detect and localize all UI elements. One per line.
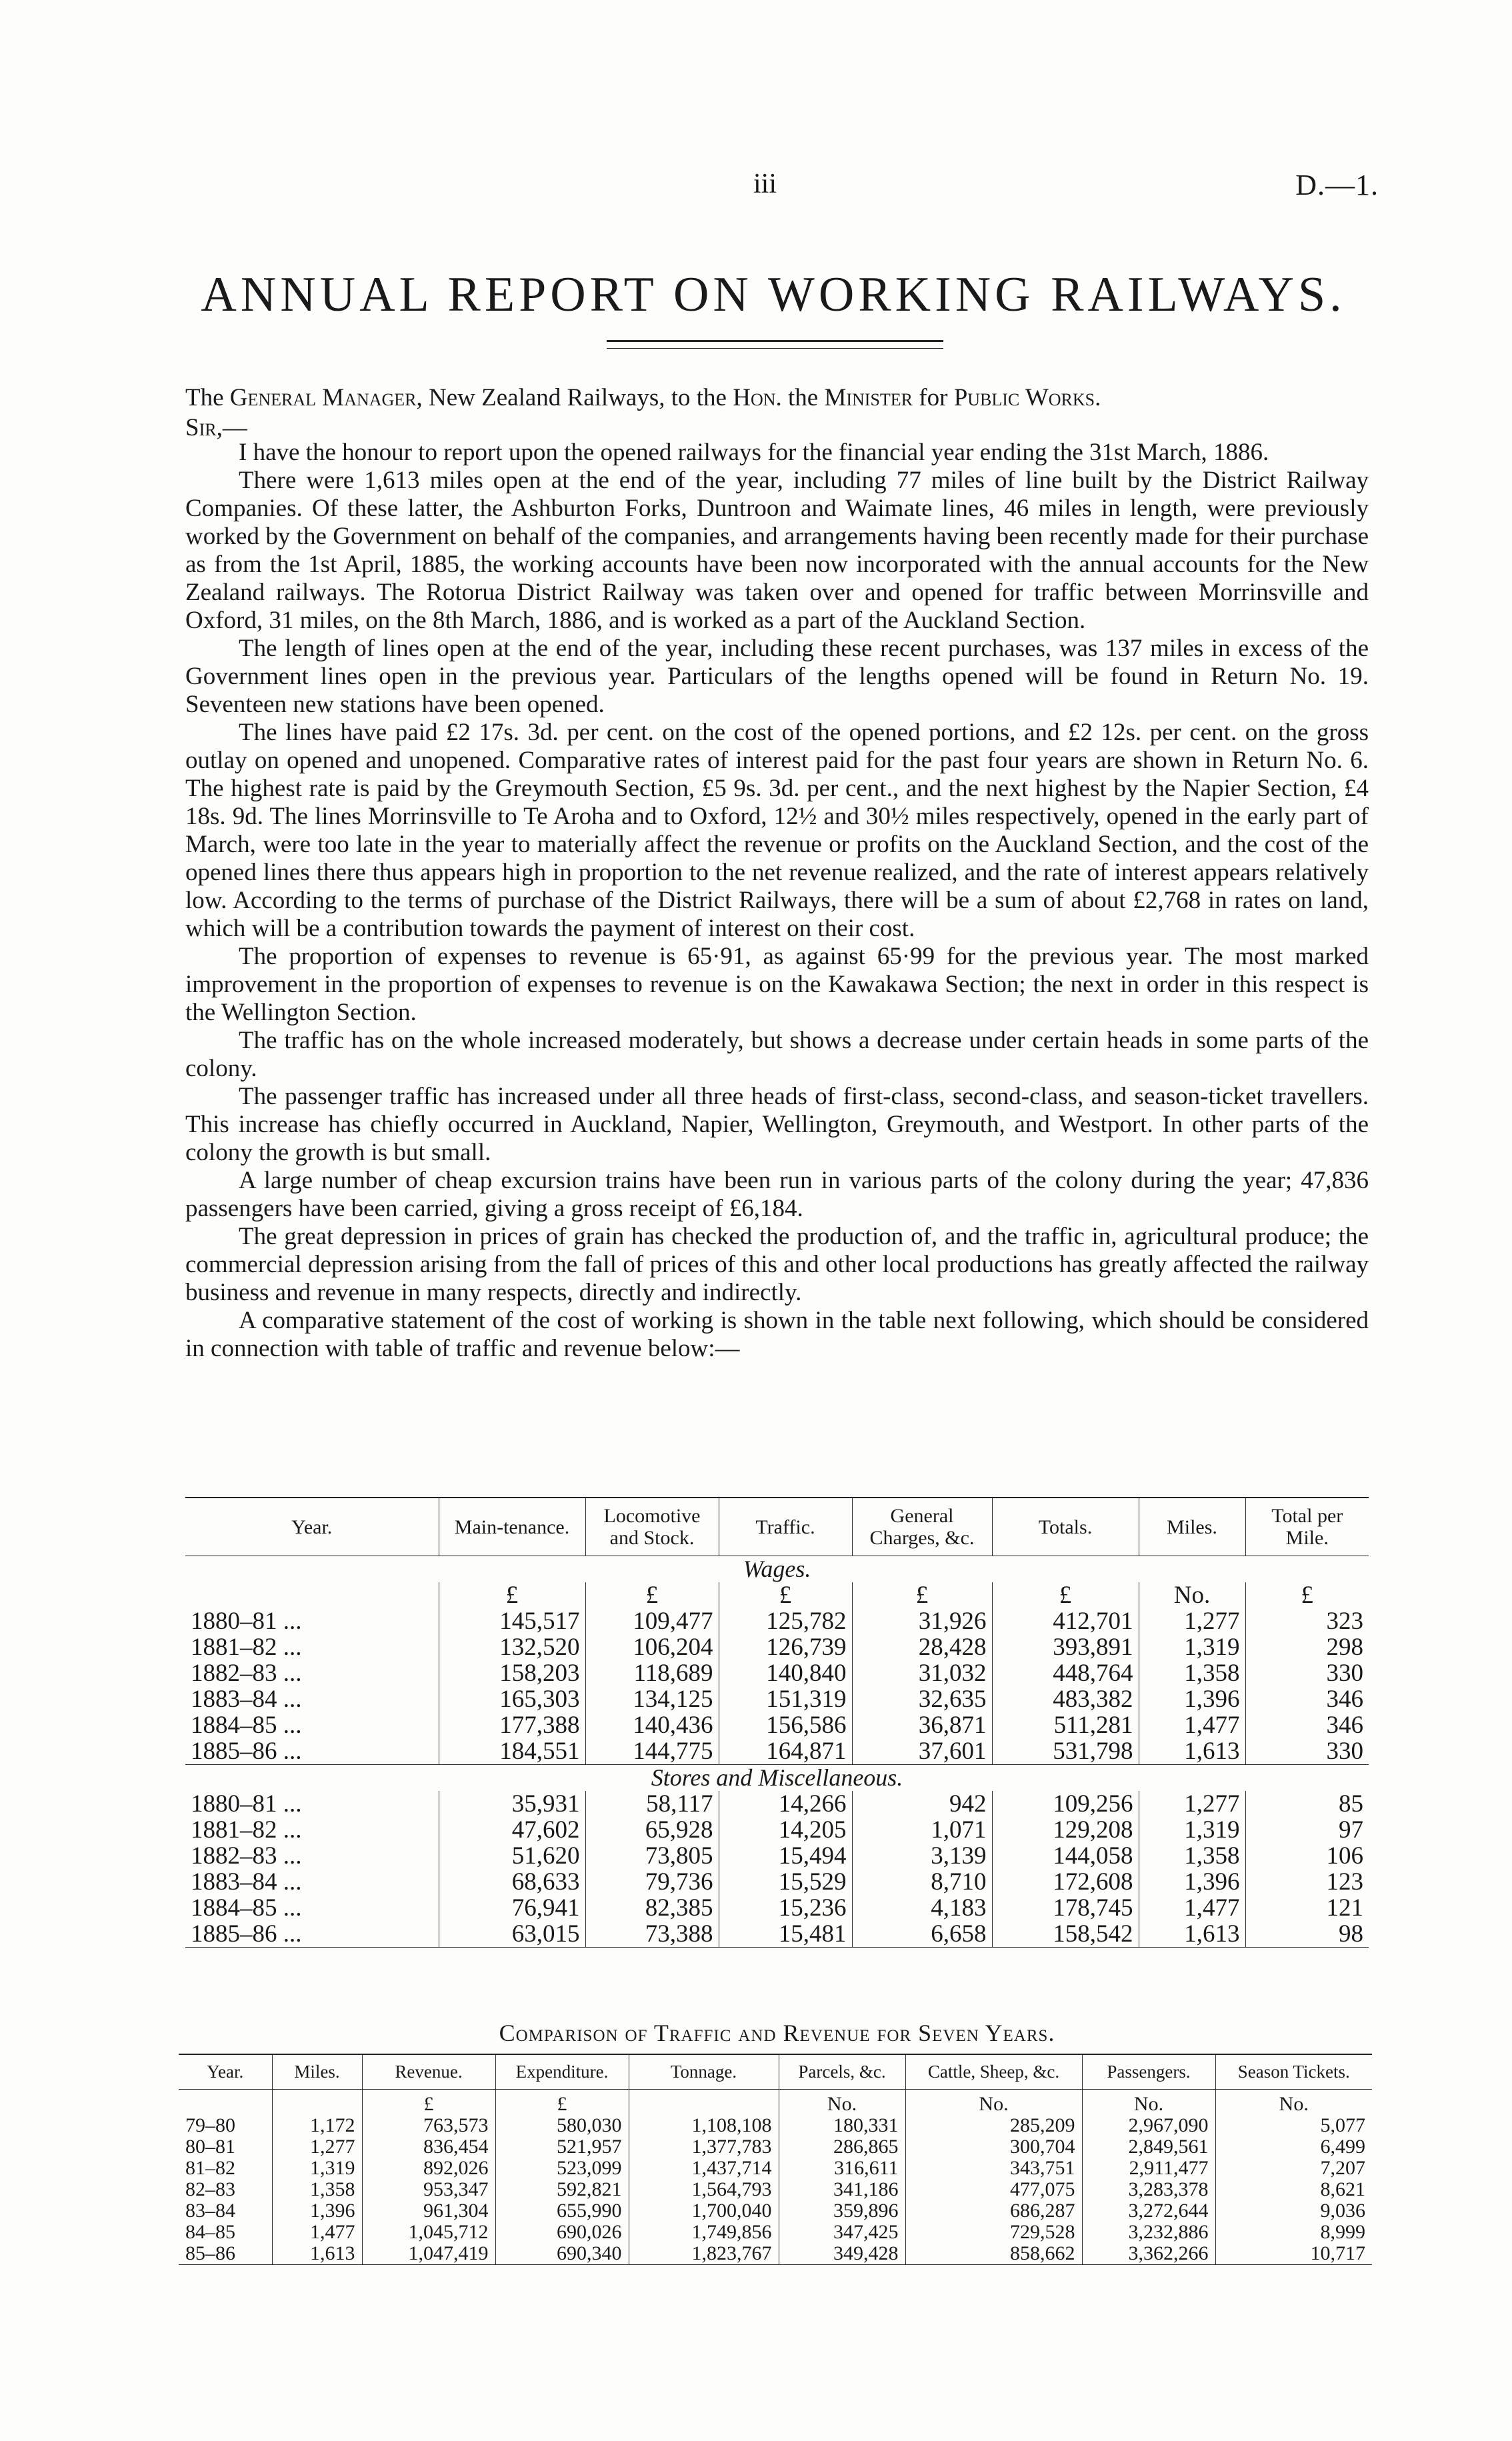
table-cell: 106,204	[585, 1634, 719, 1660]
col-header-miles: Miles.	[272, 2054, 362, 2090]
table-cell: 592,821	[495, 2179, 629, 2200]
table-cell: 1,358	[1139, 1660, 1245, 1686]
table-cell: 349,428	[779, 2243, 905, 2265]
table-cell: 79,736	[585, 1869, 719, 1895]
table-row	[185, 1895, 1369, 1921]
table-cell: 1,071	[852, 1817, 992, 1843]
row-year: 1881–82 ...	[185, 1817, 439, 1843]
table-cell: 448,764	[992, 1660, 1139, 1686]
row-year: 82–83	[179, 2179, 272, 2200]
table-cell: 6,658	[852, 1921, 992, 1948]
table-cell: 285,209	[905, 2115, 1082, 2136]
table-cell: 286,865	[779, 2136, 905, 2158]
row-year: 1881–82 ...	[185, 1634, 439, 1660]
table-cell: 3,139	[852, 1843, 992, 1869]
table-cell: 1,108,108	[629, 2115, 779, 2136]
paragraph: I have the honour to report upon the opened railways for the financial year ending the 31st March, 1886.	[239, 439, 1269, 466]
section-label-row	[185, 1556, 1369, 1583]
table-cell: 8,621	[1320, 2178, 1365, 2200]
col-header-totals: Totals.	[992, 1498, 1139, 1556]
table-cell: 180,331	[779, 2115, 905, 2136]
table-cell: 1,277	[272, 2136, 362, 2158]
table-row	[185, 1660, 1369, 1686]
table-cell: 10,717	[1215, 2243, 1372, 2265]
col-header-total-per-mile: Total per Mile.	[1245, 1498, 1369, 1556]
table-cell: 1,564,793	[629, 2179, 779, 2200]
table-cell: 1,437,714	[629, 2158, 779, 2179]
col-header-year: Year.	[185, 1498, 439, 1556]
table-cell: 359,896	[779, 2200, 905, 2222]
table-cell: 121	[1326, 1894, 1363, 1922]
table-row	[179, 2115, 1372, 2136]
table-cell: 729,528	[905, 2222, 1082, 2243]
table-cell: 477,075	[905, 2179, 1082, 2200]
section-label-stores: Stores and Miscellaneous.	[651, 1764, 903, 1791]
table-row	[185, 1608, 1369, 1634]
table-cell: 690,026	[495, 2222, 629, 2243]
table-row	[185, 1738, 1369, 1765]
table-cell: 483,382	[992, 1686, 1139, 1712]
table-cell: 1,823,767	[629, 2243, 779, 2265]
row-year: 1885–86 ...	[185, 1921, 439, 1948]
table-cell: 892,026	[362, 2158, 495, 2179]
table-row	[185, 1843, 1369, 1869]
table-cell: 109,477	[585, 1608, 719, 1634]
table-cell: 97	[1339, 1816, 1363, 1844]
table-cell: 184,551	[439, 1738, 585, 1765]
traffic-revenue-table	[179, 2054, 1372, 2265]
table-cell: 3,232,886	[1082, 2222, 1215, 2243]
row-year: 1885–86 ...	[185, 1738, 439, 1765]
paragraph: The proportion of expenses to revenue is 65·91, as against 65·99 for the previous year. The most marked improvement in the proportion of expenses to revenue is on the Kawakawa Section; the next in order in this respect is the Wellington Section.	[185, 943, 1369, 1026]
table-cell: 330	[1326, 1660, 1363, 1687]
table-cell: 1,319	[1139, 1817, 1245, 1843]
paragraph: The passenger traffic has increased under all three heads of first-class, second-class, and season-ticket travellers. This increase has chiefly occurred in Auckland, Napier, Wellington, Greymouth, and Westport. In other parts of the colony the growth is but small.	[185, 1083, 1369, 1166]
table-cell: 164,871	[719, 1738, 852, 1765]
table-cell: 523,099	[495, 2158, 629, 2179]
report-body	[185, 439, 1369, 1363]
row-year: 1882–83 ...	[185, 1660, 439, 1686]
col-header-traffic: Traffic.	[719, 1498, 852, 1556]
table-cell: 521,957	[495, 2136, 629, 2158]
table-cell: 118,689	[585, 1660, 719, 1686]
table-cell: 1,477	[1139, 1895, 1245, 1921]
table-row	[179, 2179, 1372, 2200]
table-cell: 1,477	[1139, 1712, 1245, 1738]
row-year: 1880–81 ...	[185, 1608, 439, 1634]
table-row	[179, 2222, 1372, 2243]
table-cell: 125,782	[719, 1608, 852, 1634]
table-row	[185, 1686, 1369, 1712]
table-row	[185, 1634, 1369, 1660]
table-cell: 63,015	[439, 1921, 585, 1948]
table-cell: 98	[1245, 1921, 1369, 1948]
row-year: 1880–81 ...	[185, 1791, 439, 1817]
table-cell: 1,613	[272, 2243, 362, 2265]
table-header-row	[179, 2054, 1372, 2090]
table-cell: 37,601	[852, 1738, 992, 1765]
table-cell: 144,775	[585, 1738, 719, 1765]
table-cell: 14,205	[719, 1817, 852, 1843]
table-cell: 1,749,856	[629, 2222, 779, 2243]
col-header-cattle-sheep: Cattle, Sheep, &c.	[905, 2054, 1082, 2090]
row-year: 1882–83 ...	[185, 1843, 439, 1869]
table-cell: 156,586	[719, 1712, 852, 1738]
addressee-line: The General Manager, New Zealand Railways, to the Hon. the Minister for Public Works.	[185, 384, 1101, 411]
table-cell: 1,396	[1139, 1869, 1245, 1895]
table-cell: 47,602	[439, 1817, 585, 1843]
table-cell: 1,319	[1139, 1634, 1245, 1660]
page-header	[0, 168, 1512, 208]
col-header-maintenance: Main-tenance.	[439, 1498, 585, 1556]
table-cell: 126,739	[719, 1634, 852, 1660]
table-cell: 76,941	[439, 1895, 585, 1921]
paragraph: A comparative statement of the cost of working is shown in the table next following, which should be considered in connection with table of traffic and revenue below:—	[185, 1307, 1369, 1362]
traffic-table-body	[179, 2090, 1372, 2265]
table-cell: 15,494	[719, 1843, 852, 1869]
table-row	[179, 2136, 1372, 2158]
paragraph: The traffic has on the whole increased moderately, but shows a decrease under certain heads in some parts of the colony.	[185, 1027, 1369, 1082]
table-cell: 2,911,477	[1082, 2158, 1215, 2179]
table-cell: 32,635	[852, 1686, 992, 1712]
comparison-title: Comparison of Traffic and Revenue for Seven Years.	[499, 2020, 1055, 2046]
table-cell: 1,477	[272, 2222, 362, 2243]
table-cell: 347,425	[779, 2222, 905, 2243]
table-cell: 1,319	[272, 2158, 362, 2179]
table-cell: 15,529	[719, 1869, 852, 1895]
table-row	[185, 1869, 1369, 1895]
document-code: D.—1.	[1295, 169, 1379, 201]
table-cell: 158,203	[439, 1660, 585, 1686]
col-header-expenditure: Expenditure.	[495, 2054, 629, 2090]
paragraph: The length of lines open at the end of the year, including these recent purchases, was 137 miles in excess of the Government lines open in the previous year. Particulars of the lengths opened will be found in Return No. 19. Seventeen new stations have been opened.	[185, 635, 1369, 718]
table-row	[179, 2243, 1372, 2265]
units-row: £ £ No. No. No. No.	[179, 2090, 1372, 2116]
section-label-wages: Wages.	[743, 1556, 811, 1582]
table-cell: 177,388	[439, 1712, 585, 1738]
table-cell: 5,077	[1320, 2114, 1365, 2136]
table-header-row	[185, 1498, 1369, 1556]
row-year: 1883–84 ...	[185, 1686, 439, 1712]
col-header-tonnage: Tonnage.	[629, 2054, 779, 2090]
col-header-revenue: Revenue.	[362, 2054, 495, 2090]
table-cell: 3,272,644	[1082, 2200, 1215, 2222]
table-cell: 6,499	[1320, 2136, 1365, 2158]
table-cell: 85	[1339, 1790, 1363, 1818]
table-cell: 151,319	[719, 1686, 852, 1712]
table-cell: 1,396	[272, 2200, 362, 2222]
table-cell: 1,358	[272, 2179, 362, 2200]
table-cell: 8,710	[852, 1869, 992, 1895]
table-cell: 129,208	[992, 1817, 1139, 1843]
col-header-year: Year.	[179, 2054, 272, 2090]
table-cell: 3,283,378	[1082, 2179, 1215, 2200]
table-cell: 298	[1326, 1634, 1363, 1661]
table-cell: 1,358	[1139, 1843, 1245, 1869]
units-row: £ £ £ £ £ No. £	[185, 1582, 1369, 1608]
table-cell: 73,388	[585, 1921, 719, 1948]
table-row	[185, 1791, 1369, 1817]
table-cell: 1,396	[1139, 1686, 1245, 1712]
table-cell: 165,303	[439, 1686, 585, 1712]
row-year: 85–86	[179, 2243, 272, 2265]
row-year: 83–84	[179, 2200, 272, 2222]
row-year: 1884–85 ...	[185, 1712, 439, 1738]
table-cell: 1,700,040	[629, 2200, 779, 2222]
table-cell: 134,125	[585, 1686, 719, 1712]
table-cell: 178,745	[992, 1895, 1139, 1921]
table-cell: 2,967,090	[1082, 2115, 1215, 2136]
table-cell: 1,377,783	[629, 2136, 779, 2158]
table-cell: 123	[1326, 1868, 1363, 1896]
table-cell: 144,058	[992, 1843, 1139, 1869]
table-cell: 655,990	[495, 2200, 629, 2222]
table-row	[185, 1712, 1369, 1738]
table-cell: 323	[1326, 1608, 1363, 1635]
table-cell: 1,045,712	[362, 2222, 495, 2243]
table-cell: 8,999	[1320, 2221, 1365, 2243]
table-cell: 300,704	[905, 2136, 1082, 2158]
row-year: 1884–85 ...	[185, 1895, 439, 1921]
table-cell: 14,266	[719, 1791, 852, 1817]
table-cell: 15,481	[719, 1921, 852, 1948]
table-cell: 531,798	[992, 1738, 1139, 1765]
table-cell: 172,608	[992, 1869, 1139, 1895]
table-cell: 763,573	[362, 2115, 495, 2136]
table-cell: 35,931	[439, 1791, 585, 1817]
col-header-general-charges: General Charges, &c.	[852, 1498, 992, 1556]
table-cell: 158,542	[992, 1921, 1139, 1948]
table-cell: 858,662	[905, 2243, 1082, 2265]
table-cell: 68,633	[439, 1869, 585, 1895]
title-rule-thin	[607, 348, 943, 349]
table-cell: 316,611	[779, 2158, 905, 2179]
table-cell: 393,891	[992, 1634, 1139, 1660]
table-cell: 341,186	[779, 2179, 905, 2200]
working-cost-table	[185, 1497, 1369, 1948]
table-cell: 836,454	[362, 2136, 495, 2158]
row-year: 1883–84 ...	[185, 1869, 439, 1895]
table-cell: 51,620	[439, 1843, 585, 1869]
table-cell: 140,840	[719, 1660, 852, 1686]
row-year: 81–82	[179, 2158, 272, 2179]
table-cell: 106	[1326, 1842, 1363, 1870]
table-cell: 15,236	[719, 1895, 852, 1921]
table-cell: 961,304	[362, 2200, 495, 2222]
table-cell: 330	[1245, 1738, 1369, 1765]
col-header-locomotive: Locomotive and Stock.	[585, 1498, 719, 1556]
table-cell: 690,340	[495, 2243, 629, 2265]
table-cell: 1,172	[272, 2115, 362, 2136]
table-cell: 346	[1326, 1712, 1363, 1739]
col-header-miles: Miles.	[1139, 1498, 1245, 1556]
table-cell: 7,207	[1320, 2157, 1365, 2179]
table-cell: 511,281	[992, 1712, 1139, 1738]
table-cell: 140,436	[585, 1712, 719, 1738]
table-cell: 145,517	[439, 1608, 585, 1634]
table-cell: 1,613	[1139, 1738, 1245, 1765]
page-number: iii	[753, 169, 777, 199]
table-cell: 412,701	[992, 1608, 1139, 1634]
table-cell: 1,277	[1139, 1791, 1245, 1817]
table-cell: 3,362,266	[1082, 2243, 1215, 2265]
paragraph: There were 1,613 miles open at the end of the year, including 77 miles of line built by the District Railway Companies. Of these latter, the Ashburton Forks, Duntroon and Waimate lines, 46 miles in length, were previously worked by the Government on behalf of the companies, and arrangements having been recently made for their purchase as from the 1st April, 1885, the working accounts have been now incorporated with the annual accounts for the New Zealand railways. The Rotorua District Railway was taken over and opened for traffic between Morrinsville and Oxford, 31 miles, on the 8th March, 1886, and is worked as a part of the Auckland Section.	[185, 467, 1369, 634]
table-cell: 343,751	[905, 2158, 1082, 2179]
cost-table-body	[185, 1556, 1369, 1948]
col-header-parcels: Parcels, &c.	[779, 2054, 905, 2090]
table-cell: 58,117	[585, 1791, 719, 1817]
title-rule	[607, 340, 943, 342]
table-cell: 31,032	[852, 1660, 992, 1686]
table-cell: 1,613	[1139, 1921, 1245, 1948]
table-cell: 346	[1326, 1686, 1363, 1713]
table-cell: 28,428	[852, 1634, 992, 1660]
table-cell: 82,385	[585, 1895, 719, 1921]
table-cell: 953,347	[362, 2179, 495, 2200]
table-cell: 1,047,419	[362, 2243, 495, 2265]
table-cell: 942	[852, 1791, 992, 1817]
table-cell: 31,926	[852, 1608, 992, 1634]
table-row	[185, 1921, 1369, 1948]
row-year: 80–81	[179, 2136, 272, 2158]
table-cell: 580,030	[495, 2115, 629, 2136]
table-cell: 2,849,561	[1082, 2136, 1215, 2158]
salutation: Sir,—	[185, 414, 247, 441]
row-year: 84–85	[179, 2222, 272, 2243]
table-cell: 109,256	[992, 1791, 1139, 1817]
table-cell: 36,871	[852, 1712, 992, 1738]
report-title: ANNUAL REPORT ON WORKING RAILWAYS.	[201, 267, 1346, 322]
table-row	[179, 2158, 1372, 2179]
section-label-row	[185, 1765, 1369, 1792]
col-header-season-tickets: Season Tickets.	[1215, 2054, 1372, 2090]
table-cell: 132,520	[439, 1634, 585, 1660]
table-cell: 1,277	[1139, 1608, 1245, 1634]
table-cell: 686,287	[905, 2200, 1082, 2222]
col-header-passengers: Passengers.	[1082, 2054, 1215, 2090]
table-cell: 9,036	[1320, 2200, 1365, 2222]
table-cell: 4,183	[852, 1895, 992, 1921]
row-year: 79–80	[179, 2115, 272, 2136]
table-row	[179, 2200, 1372, 2222]
table-cell: 73,805	[585, 1843, 719, 1869]
table-cell: 65,928	[585, 1817, 719, 1843]
paragraph: The great depression in prices of grain has checked the production of, and the traffic in, agricultural produce; the commercial depression arising from the fall of prices of this and other local productions has greatly affected the railway business and revenue in many respects, directly and indirectly.	[185, 1223, 1369, 1306]
paragraph: A large number of cheap excursion trains have been run in various parts of the colony during the year; 47,836 passengers have been carried, giving a gross receipt of £6,184.	[185, 1167, 1369, 1222]
paragraph: The lines have paid £2 17s. 3d. per cent. on the cost of the opened portions, and £2 12s. per cent. on the gross outlay on opened and unopened. Comparative rates of interest paid for the past four years are shown in Return No. 6. The highest rate is paid by the Greymouth Section, £5 9s. 3d. per cent., and the next highest by the Napier Section, £4 18s. 9d. The lines Morrinsville to Te Aroha and to Oxford, 12½ and 30½ miles respectively, opened in the early part of March, were too late in the year to materially affect the revenue or profits on the Auckland Section, and the cost of the opened lines there thus appears high in proportion to the net revenue realized, and the rate of interest appears relatively low. According to the terms of purchase of the District Railways, there will be a sum of about £2,768 in rates on land, which will be a contribution towards the payment of interest on their cost.	[185, 719, 1369, 942]
table-row	[185, 1817, 1369, 1843]
